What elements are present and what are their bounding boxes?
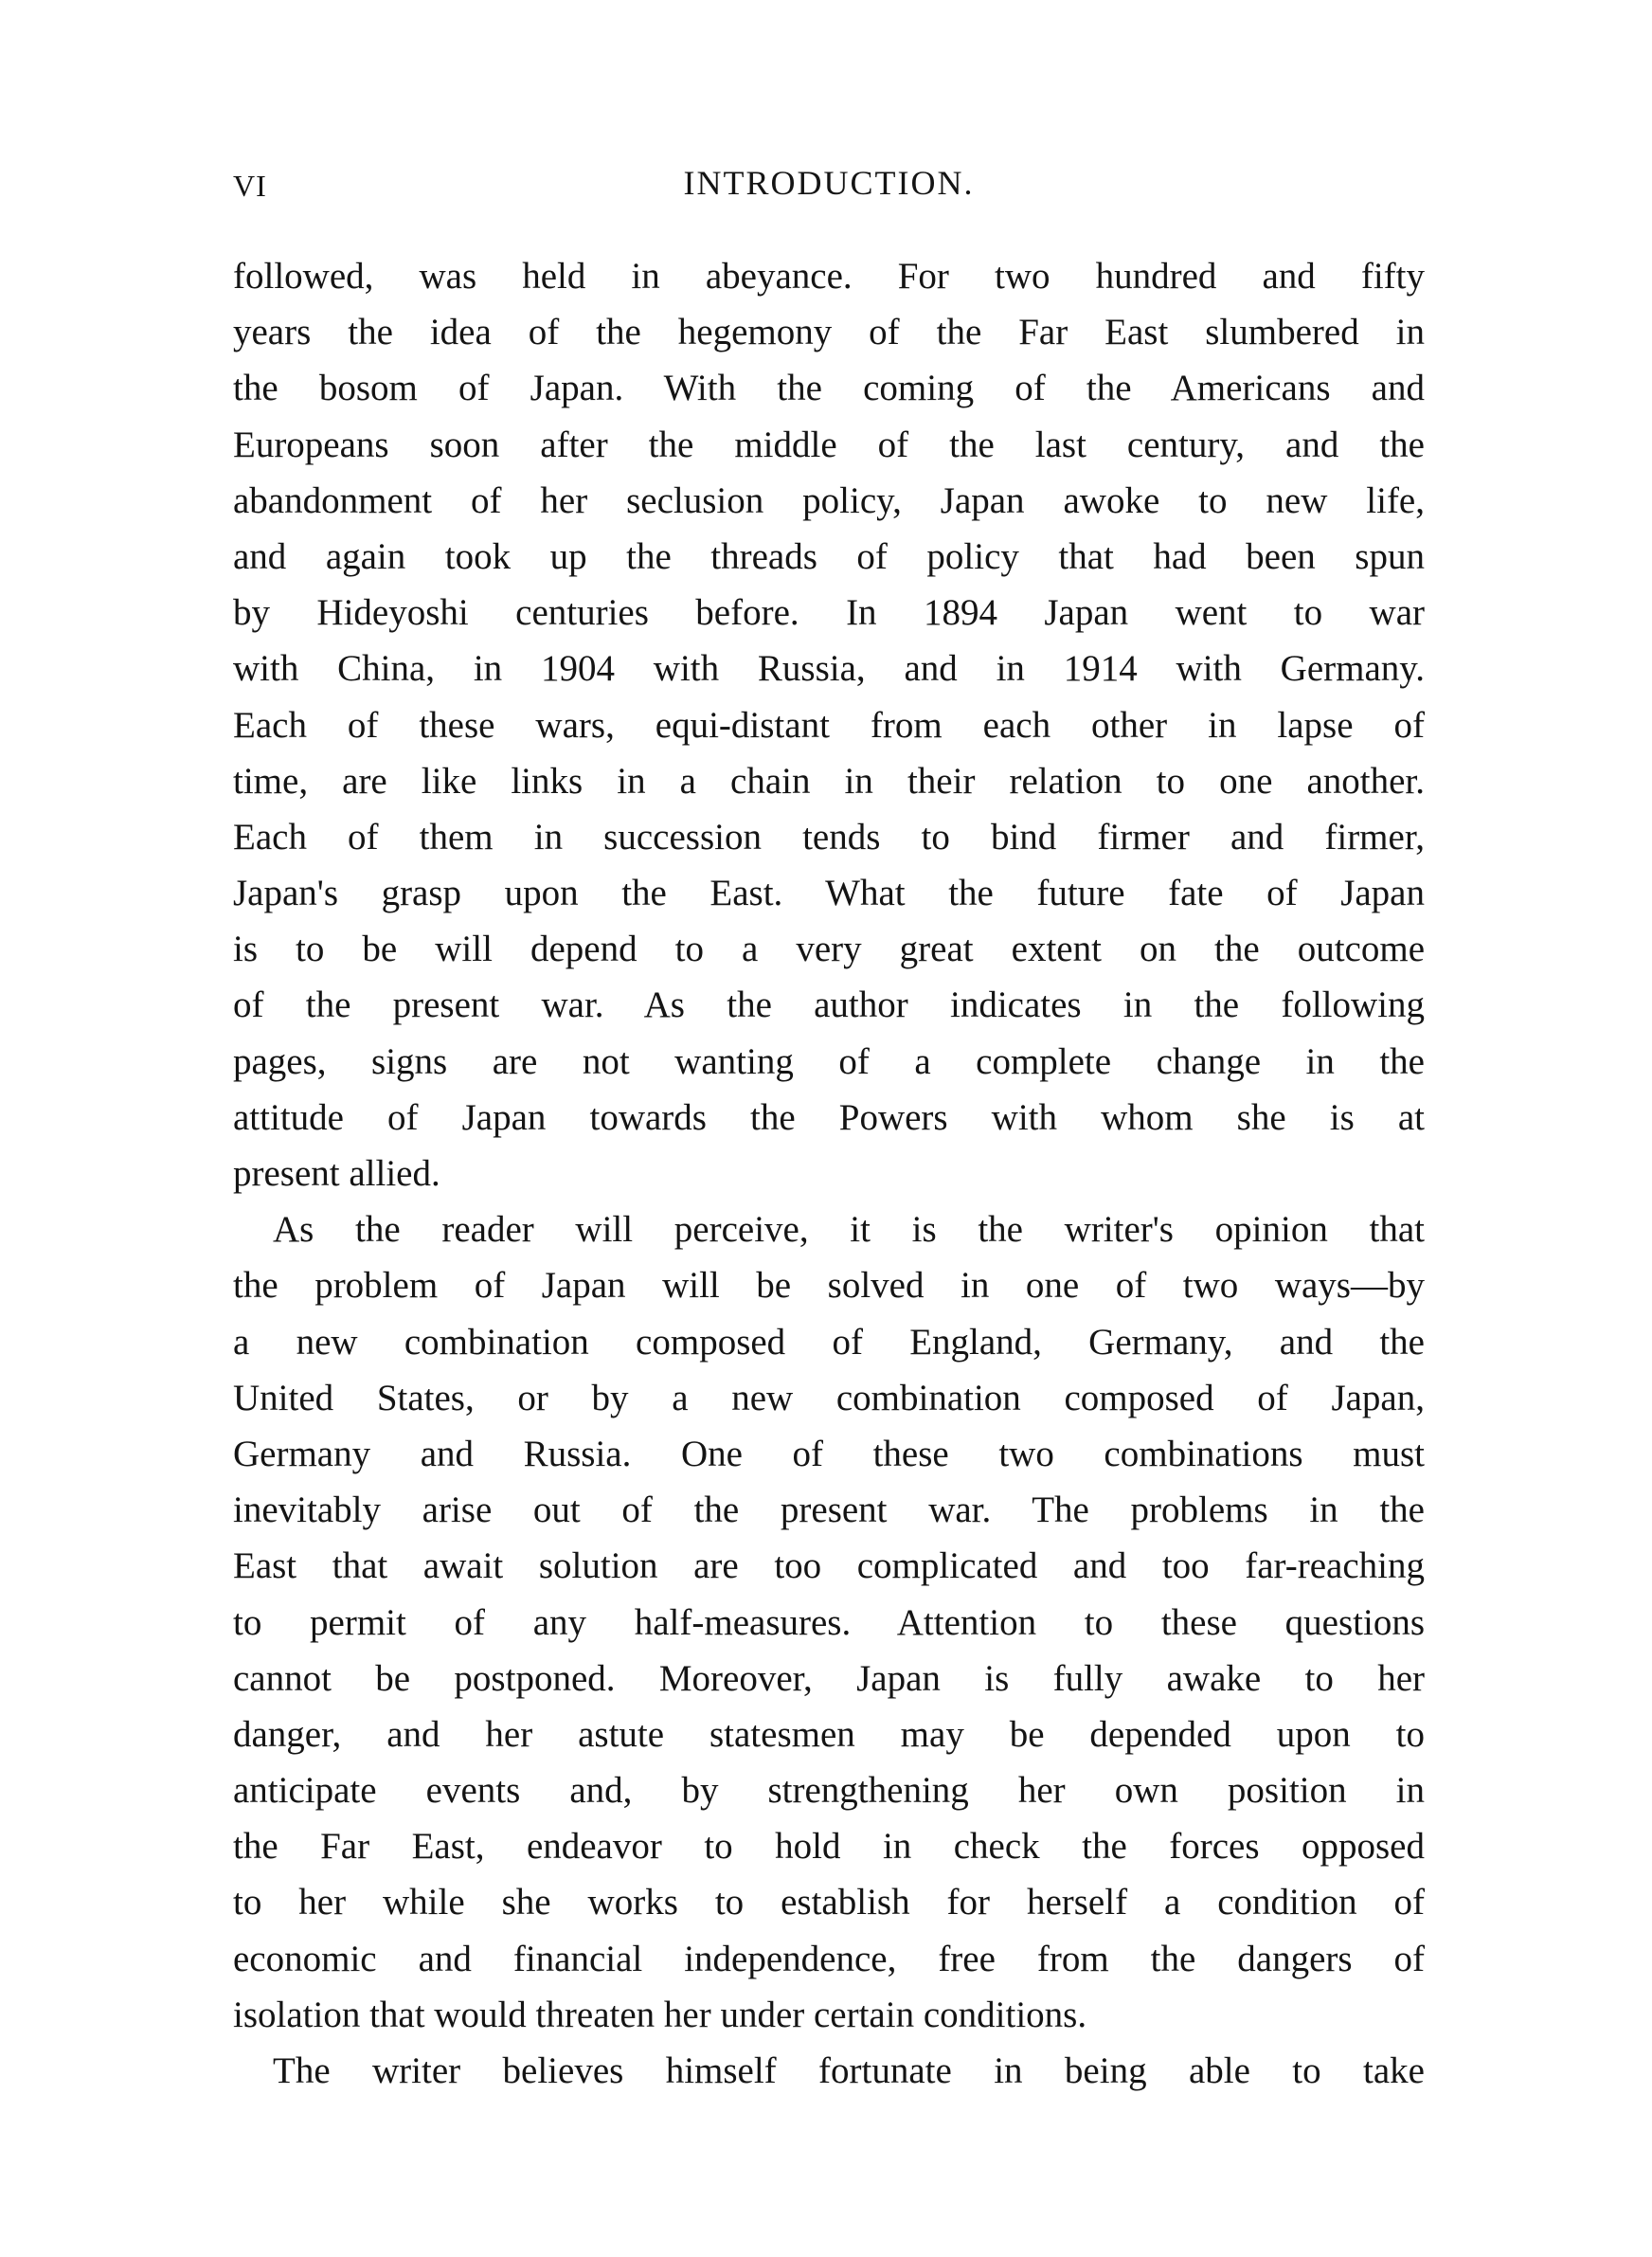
text-line: followed, was held in abeyance. For two hundred and fifty <box>233 256 1425 297</box>
text-line: danger, and her astute statesmen may be depended upon to <box>233 1713 1425 1755</box>
paragraph-first-line: As the reader will perceive, it is the writer's opinion that <box>273 1209 1425 1251</box>
text-line: is to be will depend to a very great extent on the outcome <box>233 929 1425 970</box>
text-line: attitude of Japan towards the Powers with whom she is at <box>233 1096 1425 1138</box>
text-line: to permit of any half-measures. Attention to these questions <box>233 1601 1425 1643</box>
text-line: economic and financial independence, free from the dangers of <box>233 1938 1425 1979</box>
text-line: United States, or by a new combination composed of Japan, <box>233 1377 1425 1418</box>
text-line: cannot be postponed. Moreover, Japan is fully awake to her <box>233 1657 1425 1699</box>
paragraph-last-line: present allied. <box>233 1153 440 1194</box>
text-line: Each of them in succession tends to bind firmer and firmer, <box>233 816 1425 858</box>
text-line: of the present war. As the author indicates in the following <box>233 984 1425 1026</box>
paragraph-first-line: The writer believes himself fortunate in being able to take <box>273 2050 1425 2091</box>
text-line: inevitably arise out of the present war. The problems in the <box>233 1490 1425 1531</box>
text-line: Each of these wars, equi-distant from each other in lapse of <box>233 704 1425 746</box>
text-line: Germany and Russia. One of these two combinations must <box>233 1433 1425 1474</box>
paragraph-last-line: isolation that would threaten her under certain conditions. <box>233 1994 1087 2035</box>
text-line: the bosom of Japan. With the coming of the Americans and <box>233 368 1425 409</box>
text-line: Japan's grasp upon the East. What the future fate of Japan <box>233 873 1425 914</box>
running-title: INTRODUCTION. <box>683 164 975 202</box>
body-text <box>233 248 1425 2099</box>
text-line: anticipate events and, by strengthening her own position in <box>233 1770 1425 1812</box>
text-line: years the idea of the hegemony of the Far East slumbered in <box>233 312 1425 353</box>
text-line: the Far East, endeavor to hold in check the forces opposed <box>233 1826 1425 1868</box>
text-line: a new combination composed of England, Germany, and the <box>233 1321 1425 1363</box>
text-line: pages, signs are not wanting of a complete change in the <box>233 1040 1425 1082</box>
running-head <box>233 163 1425 210</box>
text-line: to her while she works to establish for herself a condition of <box>233 1882 1425 1923</box>
text-line: Europeans soon after the middle of the last century, and the <box>233 424 1425 465</box>
page-number: VI <box>233 169 267 203</box>
text-line: abandonment of her seclusion policy, Japan awoke to new life, <box>233 479 1425 521</box>
text-line: East that await solution are too complicated and too far-reaching <box>233 1545 1425 1587</box>
text-line: and again took up the threads of policy that had been spun <box>233 535 1425 577</box>
text-line: time, are like links in a chain in their relation to one another. <box>233 760 1425 802</box>
text-line: by Hideyoshi centuries before. In 1894 Japan went to war <box>233 592 1425 634</box>
text-line: with China, in 1904 with Russia, and in 1914 with Germany. <box>233 648 1425 690</box>
text-line: the problem of Japan will be solved in one of two ways—by <box>233 1265 1425 1307</box>
